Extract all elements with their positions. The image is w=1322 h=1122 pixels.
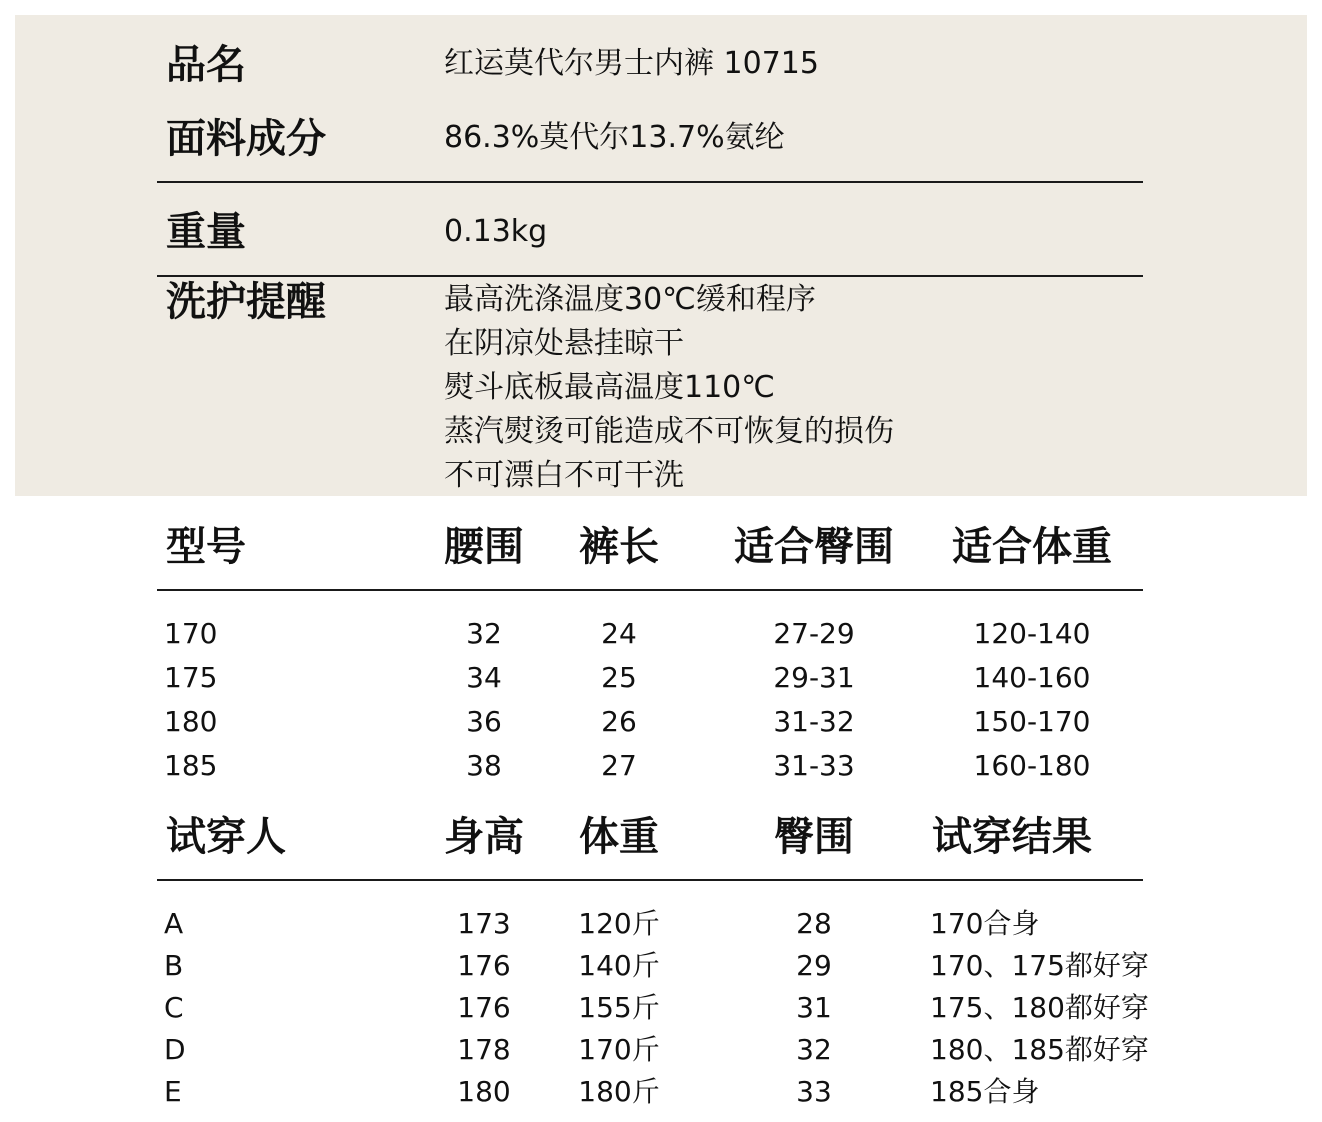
table-cell: 175、180都好穿 — [930, 991, 1149, 1024]
table-cell: 31 — [796, 991, 832, 1024]
size-table-header: 适合臀围 — [734, 524, 894, 570]
product-name-value: 红运莫代尔男士内裤 10715 — [444, 46, 819, 81]
table-cell: 26 — [601, 705, 637, 738]
care-line: 最高洗涤温度30℃缓和程序 — [444, 282, 816, 317]
table-cell: 180斤 — [578, 1075, 660, 1108]
table-cell: 28 — [796, 907, 832, 940]
table-cell: 176 — [457, 991, 511, 1024]
table-cell: 29-31 — [773, 661, 855, 694]
size-table-header: 型号 — [166, 524, 246, 570]
table-cell: 170 — [164, 617, 218, 650]
table-cell: 180 — [457, 1075, 511, 1108]
table-cell: 170合身 — [930, 907, 1040, 940]
table-cell: 38 — [466, 749, 502, 782]
divider — [157, 879, 1143, 881]
product-name-label: 品名 — [166, 42, 246, 88]
table-cell: 32 — [796, 1033, 832, 1066]
table-cell: 150-170 — [973, 705, 1091, 738]
table-cell: D — [164, 1033, 186, 1066]
trial-table-header: 身高 — [444, 814, 524, 860]
divider — [157, 589, 1143, 591]
divider — [157, 275, 1143, 277]
table-cell: 120-140 — [973, 617, 1091, 650]
table-cell: 36 — [466, 705, 502, 738]
care-line: 蒸汽熨烫可能造成不可恢复的损伤 — [444, 414, 894, 449]
table-cell: 140斤 — [578, 949, 660, 982]
table-cell: 176 — [457, 949, 511, 982]
table-cell: A — [164, 907, 184, 940]
table-cell: 31-32 — [773, 705, 855, 738]
table-cell: 32 — [466, 617, 502, 650]
table-cell: 180 — [164, 705, 218, 738]
fabric-label: 面料成分 — [166, 116, 326, 162]
table-cell: 180、185都好穿 — [930, 1033, 1149, 1066]
table-cell: 25 — [601, 661, 637, 694]
weight-value: 0.13kg — [444, 214, 548, 249]
care-line: 熨斗底板最高温度110℃ — [444, 370, 775, 405]
table-cell: 27-29 — [773, 617, 855, 650]
table-cell: 155斤 — [578, 991, 660, 1024]
table-cell: 120斤 — [578, 907, 660, 940]
table-cell: 185合身 — [930, 1075, 1040, 1108]
size-table-header: 适合体重 — [952, 524, 1112, 570]
table-cell: 175 — [164, 661, 218, 694]
table-cell: 160-180 — [973, 749, 1091, 782]
table-cell: C — [164, 991, 184, 1024]
weight-label: 重量 — [166, 209, 246, 255]
table-cell: 185 — [164, 749, 218, 782]
size-table-header: 腰围 — [444, 524, 524, 570]
trial-table-header: 体重 — [579, 814, 659, 860]
table-cell: 170斤 — [578, 1033, 660, 1066]
table-cell: 33 — [796, 1075, 832, 1108]
divider — [157, 181, 1143, 183]
table-cell: 31-33 — [773, 749, 855, 782]
table-cell: 24 — [601, 617, 637, 650]
table-cell: 140-160 — [973, 661, 1091, 694]
table-cell: 34 — [466, 661, 502, 694]
trial-table-header: 臀围 — [774, 814, 854, 860]
table-cell: 178 — [457, 1033, 511, 1066]
care-line: 不可漂白不可干洗 — [444, 458, 684, 493]
care-label: 洗护提醒 — [166, 279, 326, 325]
table-cell: 27 — [601, 749, 637, 782]
care-line: 在阴凉处悬挂晾干 — [444, 326, 684, 361]
table-cell: 173 — [457, 907, 511, 940]
trial-table-header: 试穿人 — [166, 814, 286, 860]
fabric-value: 86.3%莫代尔13.7%氨纶 — [444, 120, 785, 155]
size-table-header: 裤长 — [579, 524, 659, 570]
table-cell: B — [164, 949, 184, 982]
trial-table-header: 试穿结果 — [932, 814, 1092, 860]
table-cell: E — [164, 1075, 182, 1108]
table-cell: 170、175都好穿 — [930, 949, 1149, 982]
table-cell: 29 — [796, 949, 832, 982]
